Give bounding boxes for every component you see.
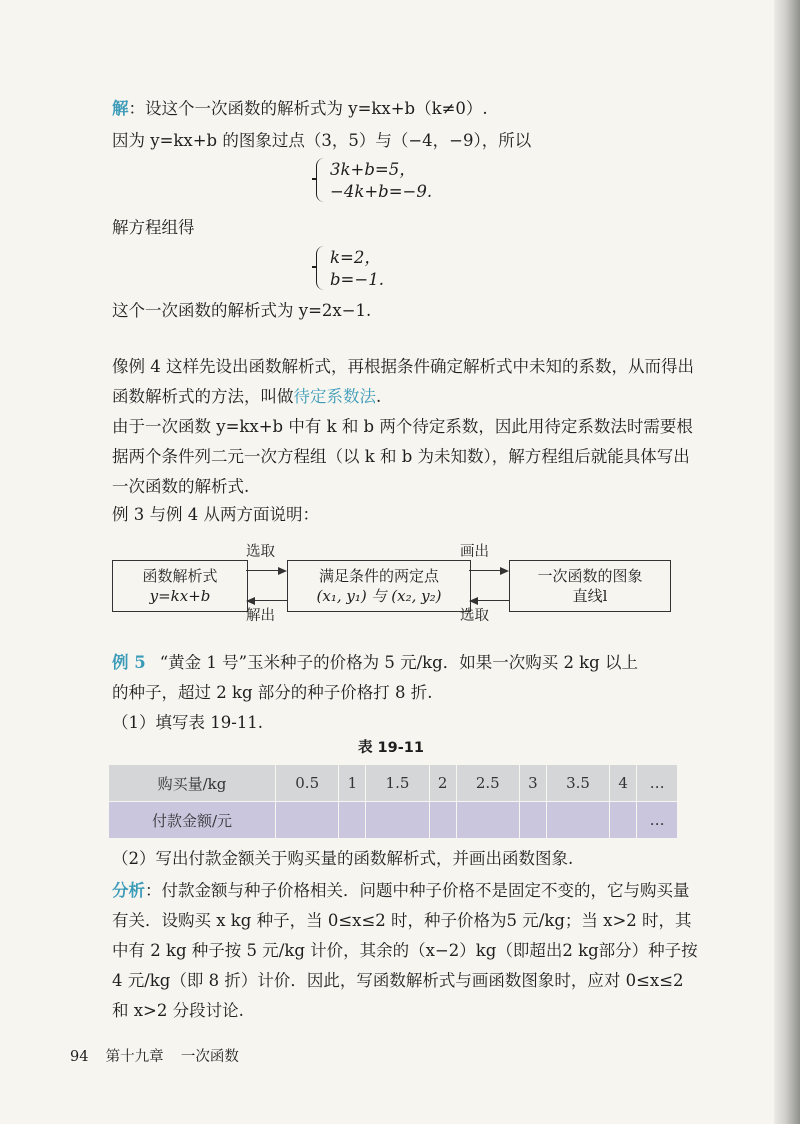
arrow-select-top-line [246, 570, 279, 571]
page-edge-shadow [774, 0, 800, 1124]
method-p1-after: . [376, 387, 382, 406]
method-paragraph-2: 由于一次函数 y=kx+b 中有 k 和 b 两个待定系数，因此用待定系数法时需要根据两个条件列二元一次方程组（以 k 和 b 为未知数），解方程组后就能具体写出一次函数的解析式. [112, 417, 693, 496]
example5-line-1 [112, 652, 638, 674]
chapter-title: 一次函数 [180, 1049, 239, 1065]
solution-label: 解 [112, 99, 129, 118]
arrow-select-bottom-line [478, 600, 509, 601]
example5-question-1: （1）填写表 19-11. [112, 713, 264, 732]
label-solve: 解出 [246, 608, 275, 624]
solution-text-1: ：设这个一次函数的解析式为 y=kx+b（k≠0）. [128, 99, 488, 118]
system1-eq1: 3k+b=5， [330, 160, 416, 179]
box-line-graph [509, 560, 671, 612]
table-cell: 3.5 [546, 765, 609, 802]
arrow-draw-head [500, 567, 509, 575]
box2-line2: (x₁, y₁) 与 (x₂, y₂) [316, 587, 442, 605]
arrow-select-top-head [278, 567, 287, 575]
example5-line-2: 的种子，超过 2 kg 部分的种子价格打 8 折. [112, 683, 433, 702]
table-cell: 3 [519, 765, 546, 802]
table-cell [519, 802, 546, 839]
arrow-draw-line [469, 570, 501, 571]
analysis-paragraph [112, 876, 698, 1026]
chapter-label: 第十九章 [105, 1049, 164, 1065]
label-select-top: 选取 [246, 544, 275, 560]
table-header-amount: 购买量/kg [109, 765, 276, 802]
table-cell: 1.5 [366, 765, 429, 802]
solution-line-1 [112, 98, 488, 120]
brace-2 [316, 246, 327, 290]
system2-eq2: b=−1. [330, 270, 384, 289]
solution-line-4: 这个一次函数的解析式为 y=2x−1. [112, 301, 372, 320]
solution-line-3: 解方程组得 [112, 218, 195, 237]
equation-system-1 [316, 156, 516, 206]
table-cell [339, 802, 366, 839]
brace-1 [316, 158, 327, 202]
table-cell: 4 [610, 765, 637, 802]
page-footer [70, 1045, 239, 1066]
table-row-payment [109, 802, 678, 839]
example5-text-1: “黄金 1 号”玉米种子的价格为 5 元/kg．如果一次购买 2 kg 以上 [159, 653, 638, 672]
system1-eq2: −4k+b=−9. [330, 182, 433, 201]
table-cell: … [637, 802, 678, 839]
table-cell: 2.5 [456, 765, 519, 802]
method-p1-before: 像例 4 这样先设出函数解析式，再根据条件确定解析式中未知的系数，从而得出函数解析式的方法，叫做 [112, 357, 694, 406]
method-term: 待定系数法 [293, 387, 376, 406]
table-cell: 2 [429, 765, 456, 802]
method-paragraph-1 [112, 352, 696, 412]
table-cell: 0.5 [276, 765, 339, 802]
table-cell [366, 802, 429, 839]
box2-line1: 满足条件的两定点 [318, 567, 439, 585]
solution-line-2: 因为 y=kx+b 的图象过点（3，5）与（−4，−9），所以 [112, 131, 532, 150]
table-cell [610, 802, 637, 839]
label-draw: 画出 [460, 544, 489, 560]
table-cell [546, 802, 609, 839]
analysis-label: 分析 [112, 881, 145, 900]
table-title: 表 19-11 [358, 740, 424, 756]
page-number: 94 [70, 1049, 89, 1065]
system2-eq1: k=2， [330, 248, 381, 267]
label-select-bottom: 选取 [460, 608, 489, 624]
example5-label: 例 5 [112, 653, 146, 672]
box-two-points [287, 560, 471, 612]
price-table [108, 764, 678, 839]
table-header-payment: 付款金额/元 [109, 802, 276, 839]
flow-diagram [112, 540, 672, 630]
table-cell [456, 802, 519, 839]
box-function-expression [112, 560, 248, 612]
table-cell [429, 802, 456, 839]
table-row-amount [109, 765, 678, 802]
table-cell: … [637, 765, 678, 802]
box3-line1: 一次函数的图象 [537, 567, 643, 585]
arrow-solve-line [255, 600, 287, 601]
box3-line2: 直线l [572, 587, 608, 605]
box1-line2: y=kx+b [149, 587, 211, 605]
analysis-text: ：付款金额与种子价格相关．问题中种子价格不是固定不变的，它与购买量有关．设购买 x kg 种子，当 0≤x≤2 时，种子价格为5 元/kg；当 x>2 时，其中有 2 kg 种子按 5 元/kg 计价，其余的（x−2）kg（即超出2 kg部分）种子按 4 元/kg（即 8 折）计价．因此，写函数解析式与画函数图象时，应对 0≤x≤2 和 x>2 分段讨论. [112, 881, 698, 1020]
box1-line1: 函数解析式 [142, 567, 218, 585]
table-cell [276, 802, 339, 839]
method-paragraph-3: 例 3 与例 4 从两方面说明： [112, 505, 319, 524]
table-cell: 1 [339, 765, 366, 802]
example5-question-2: （2）写出付款金额关于购买量的函数解析式，并画出函数图象. [112, 849, 574, 868]
equation-system-2 [316, 244, 516, 294]
